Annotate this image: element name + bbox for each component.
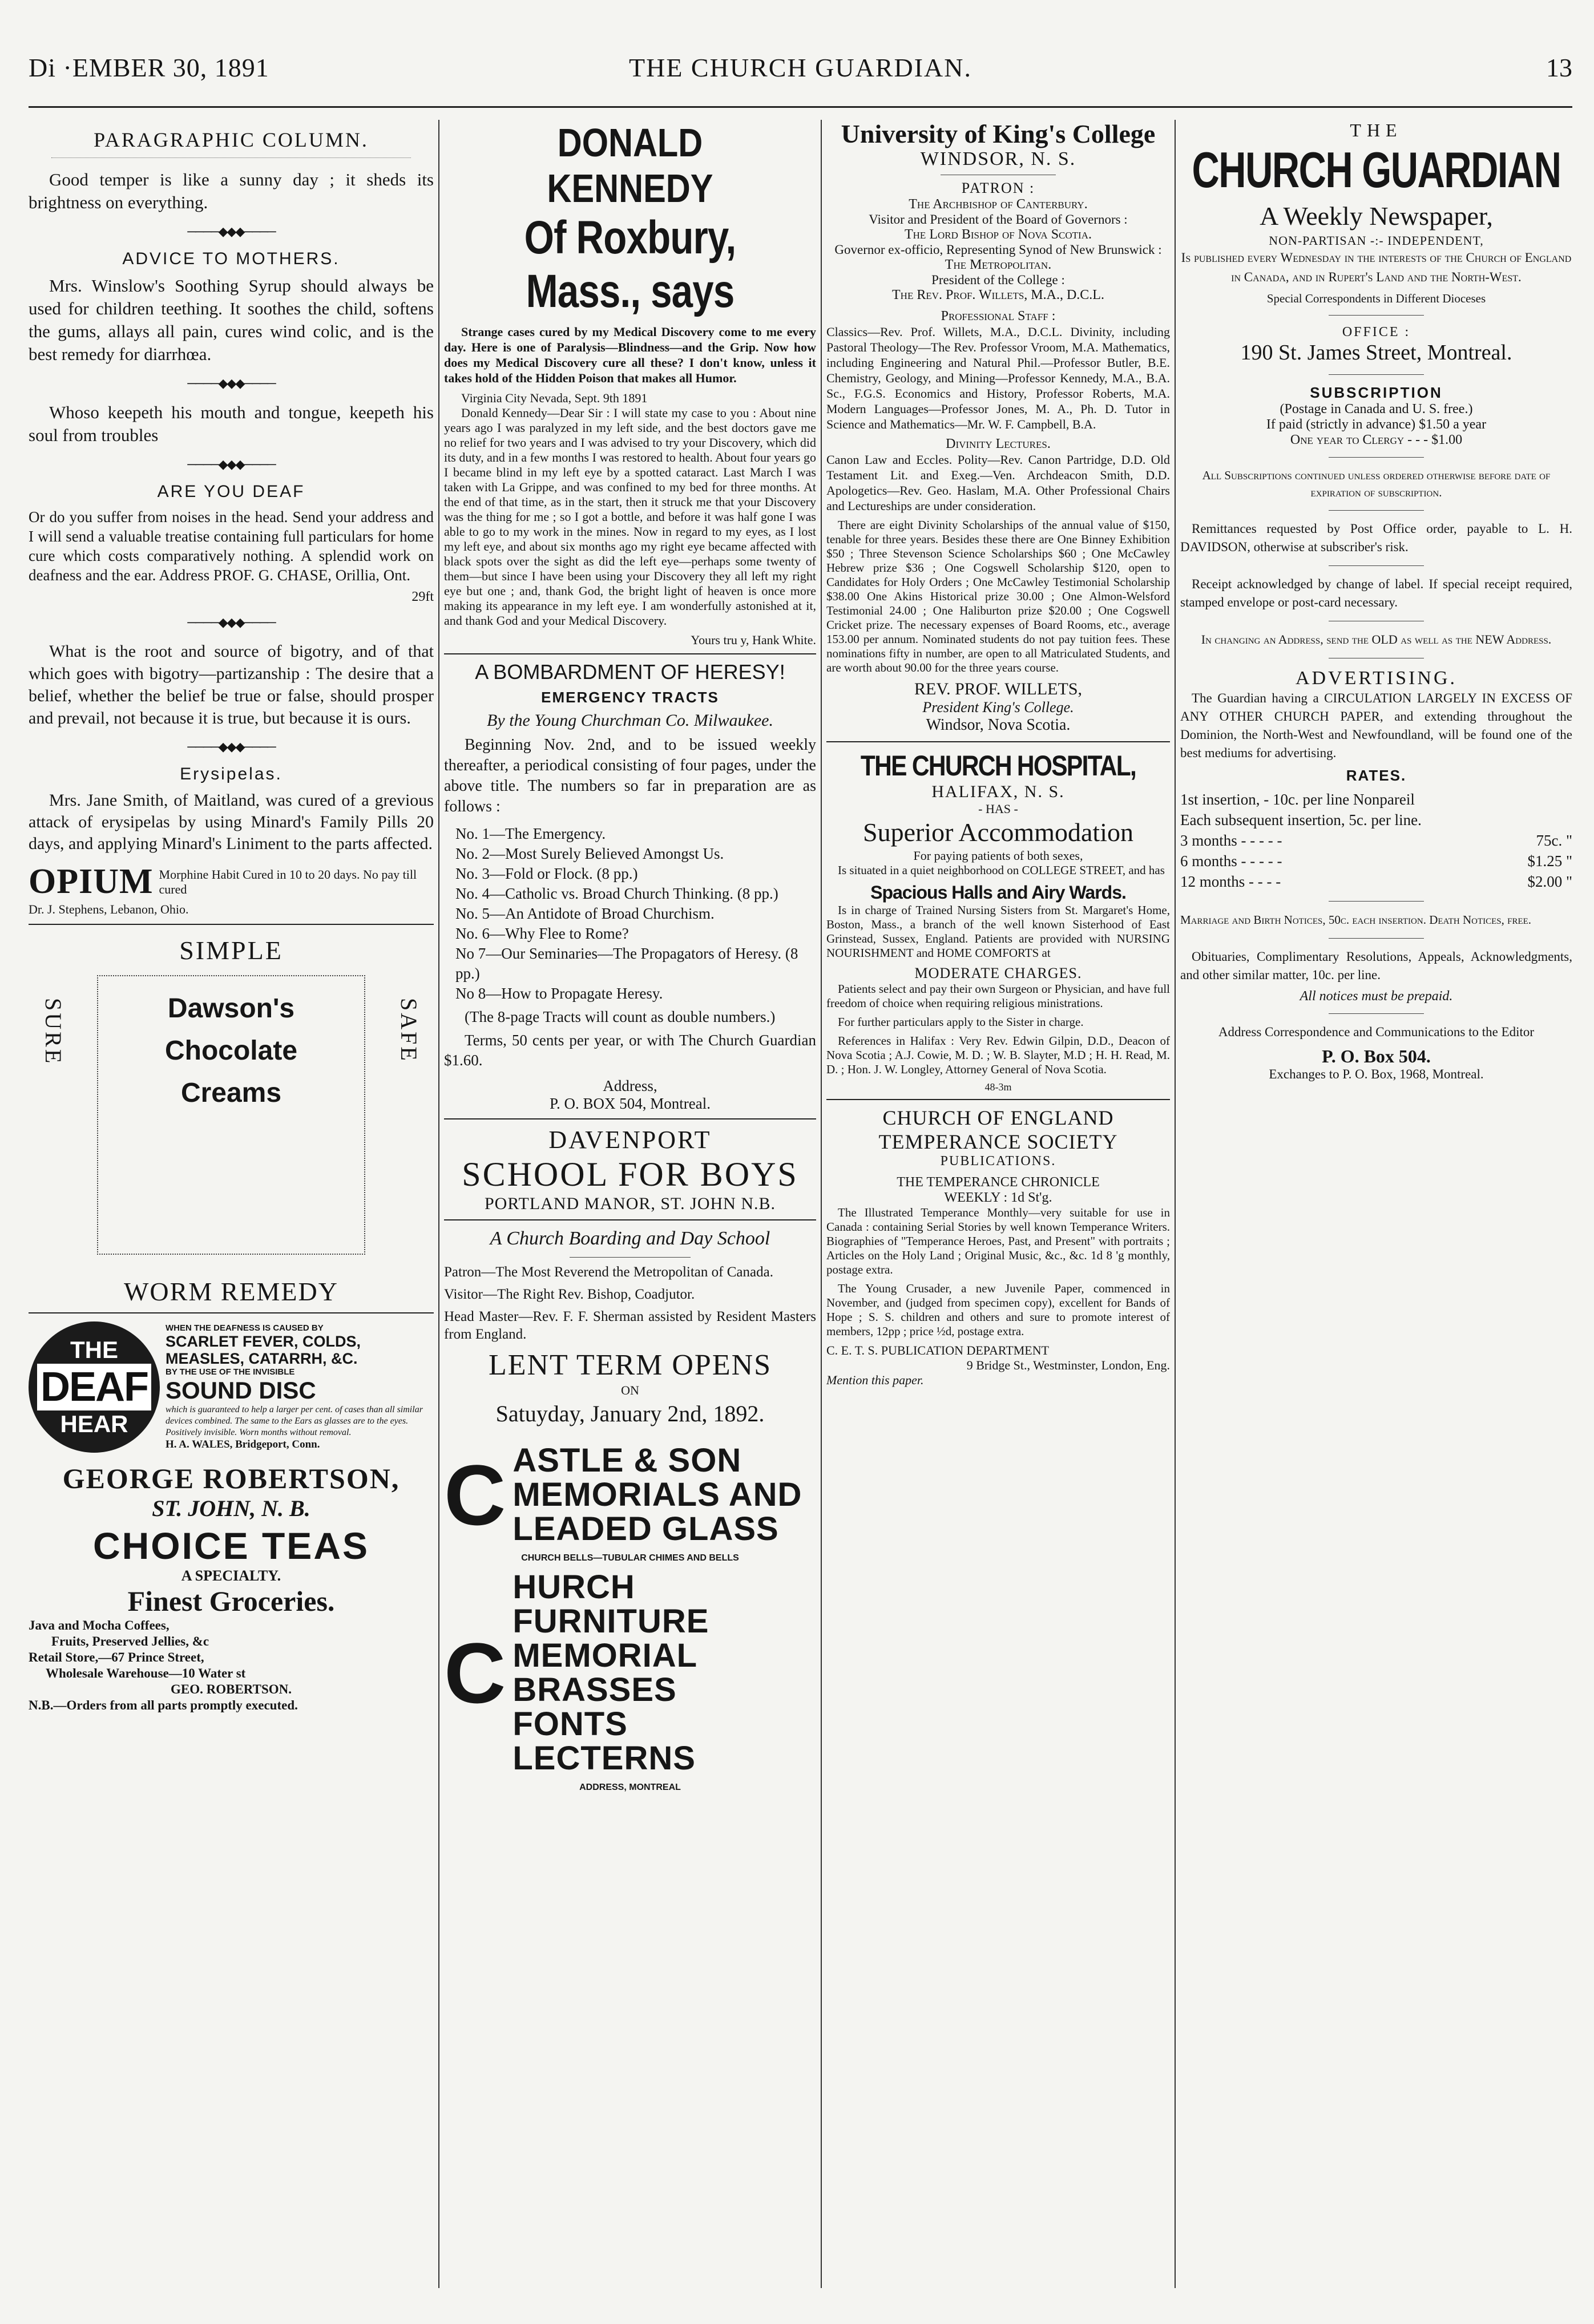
advice-heading: ADVICE TO MOTHERS. (122, 249, 340, 268)
grocery-line-5: GEO. ROBERTSON. (171, 1682, 292, 1696)
school-for-boys: SCHOOL FOR BOYS (462, 1155, 798, 1193)
boarding-school: A Church Boarding and Day School (490, 1228, 770, 1249)
cets-address: 9 Bridge St., Westminster, London, Eng. (966, 1358, 1170, 1372)
address-correspondence: Address Correspondence and Communications to the Editor (1218, 1025, 1535, 1039)
robertson-location: ST. JOHN, N. B. (152, 1496, 310, 1521)
signer-name: REV. PROF. WILLETS, (914, 680, 1083, 698)
sound-disc-ad (29, 1321, 434, 1453)
column-4 (1180, 120, 1572, 2288)
page-header (29, 52, 1572, 92)
advice-body: Mrs. Winslow's Soothing Syrup should always be used for children teething. It soothes the child, softens the gums, allays all pain, cures wind colic, and is the best remedy for diarrhœa. (29, 276, 434, 364)
divider (1329, 374, 1424, 375)
divider (1329, 901, 1424, 902)
young-crusader: The Young Crusader, a new Juvenile Paper, commenced in November, and (judged from specimen copy), excellent for Bands of Hope ; S. S. children and others and sure to promote interest of members, 12pp ; price ½d, postage extra. (826, 1282, 1170, 1338)
church-line-3: FONTS LECTERNS (512, 1705, 696, 1777)
rate-label: 3 months - - - - - (1180, 832, 1282, 849)
grocery-line-4: Wholesale Warehouse—10 Water st (46, 1666, 246, 1680)
tracts-note: (The 8-page Tracts will count as double numbers.) (465, 1008, 776, 1025)
correspondents: Special Correspondents in Different Dioceses (1266, 292, 1486, 305)
church-line-1: HURCH FURNITURE (512, 1569, 709, 1640)
whoso-paragraph: Whoso keepeth his mouth and tongue, keepeth his soul from troubles (29, 402, 434, 445)
kennedy-subtitle: Of Roxbury, Mass., says (524, 212, 736, 317)
on-label: ON (621, 1383, 639, 1397)
tract-item: No 7—Our Seminaries—The Propagators of Heresy. (8 pp.) (455, 945, 798, 982)
university-location: WINDSOR, N. S. (920, 148, 1076, 169)
reference-code: 48-3m (984, 1081, 1012, 1093)
remittances: Remittances requested by Post Office order, payable to L. H. DAVIDSON, otherwise at subscriber's risk. (1180, 522, 1572, 554)
receipt-note: Receipt acknowledged by change of label. If special receipt required, stamped envelope or post-card necessary. (1180, 577, 1572, 609)
visitor-name: The Lord Bishop of Nova Scotia. (905, 227, 1092, 242)
tract-item: No. 2—Most Surely Believed Amongst Us. (455, 845, 724, 862)
spacious-halls: Spacious Halls and Airy Wards. (870, 882, 1126, 903)
rate-value: $2.00 " (1527, 873, 1572, 890)
worm-remedy-label: WORM REMEDY (124, 1277, 338, 1306)
erysipelas-heading: Erysipelas. (180, 765, 283, 783)
divider (444, 653, 816, 654)
rate-label: 12 months - - - - (1180, 873, 1281, 890)
patron-label: PATRON : (961, 180, 1035, 196)
rate-label: Each subsequent insertion, 5c. per line. (1180, 811, 1422, 828)
university-title: University of King's College (841, 120, 1156, 148)
robertson-name: GEORGE ROBERTSON, (62, 1462, 400, 1494)
tract-item: No. 5—An Antidote of Broad Churchism. (455, 905, 715, 922)
staff-label: Professional Staff : (941, 309, 1056, 324)
divider (444, 1118, 816, 1119)
castle-line-1: ASTLE & SON (512, 1442, 742, 1479)
prepaid-note: All notices must be prepaid. (1300, 989, 1453, 1004)
kennedy-signature: Yours tru y, Hank White. (691, 633, 816, 647)
lectures-label: Divinity Lectures. (946, 436, 1051, 451)
divider (1329, 315, 1424, 316)
divider (1329, 565, 1424, 566)
patron-name: The Archbishop of Canterbury. (909, 197, 1088, 212)
castle-capital: C (444, 1447, 506, 1543)
rate-label: 1st insertion, - 10c. per line Nonpareil (1180, 791, 1415, 808)
bigotry-paragraph: What is the root and source of bigotry, and of that which goes with bigotry—partizanship : The desire that a belief, whether the belief be true or false, should prosper and prevail, not because it is true, but because it is ours. (29, 642, 434, 727)
office-street: 190 St. James Street, Montreal. (1240, 341, 1512, 365)
staff-list: Classics—Rev. Prof. Willets, M.A., D.C.L. Divinity, including Pastoral Theology—The Rev. Professor Vroom, M.A. Mathematics, including Engineering and Natural Phil.—Professor Butler, B.E. Chemistry, Geology, and Mining—Professor Kennedy, M.A., B.A. Sc., F.G.S. Economics and History, Professor Roberts, M.A. Modern Languages—Professor Jones, M. A., Ph. D. Tutor in Science and Mathematics—Mr. W. F. Campbell, B.A. (826, 325, 1170, 431)
temperance-monthly: The Illustrated Temperance Monthly—very suitable for use in Canada : containing Serial Stories by well known Temperance Writers. Biographies of "Temperance Heroes, Past, and Present" with portraits ; Articles on the Holy Land ; Original Music, &c., &c. 1d 8 'g monthly, postage extra. (826, 1206, 1170, 1276)
masthead-title: CHURCH GUARDIAN (1192, 142, 1561, 198)
divider (29, 924, 434, 925)
column-rule (821, 120, 822, 2288)
non-partisan: NON-PARTISAN -:- INDEPENDENT, (1269, 233, 1484, 248)
finest-groceries: Finest Groceries. (127, 1585, 335, 1617)
choice-teas: CHOICE TEAS (92, 1525, 370, 1567)
grocery-line-1: Java and Mocha Coffees, (29, 1618, 170, 1632)
tract-item: No. 4—Catholic vs. Broad Church Thinking. (8 pp.) (455, 885, 778, 902)
sure-label: SURE (41, 998, 66, 1066)
publisher-line: By the Young Churchman Co. Milwaukee. (487, 711, 773, 730)
divider (1329, 457, 1424, 458)
page-number: 13 (1546, 53, 1572, 82)
scholarships: There are eight Divinity Scholarships of the annual value of $150, tenable for three years. Besides these there are One Binney Exhibition $50 ; Three Stevenson Science Scholarships $60 ; One McCawley Hebrew prize $36 ; One Cogswell Scholarship $120, open to Candidates for Holy Orders ; One McCawley Testimonial Scholarship $38.00 One Akins Historical prize 30.00 ; One Almon-Welsford Testimonial 24.00 ; One Haliburton prize $20.00 ; One Cogswell Cricket prize. The necessary expenses of Board Rooms, etc., average 153.00 per annum. Nominated students do not pay tuition fees. These nominations fifty in number, are open to all Matriculated Students, and are worth about 90.00 for the three years course. (826, 518, 1170, 674)
kennedy-title: DONALD KENNEDY (547, 120, 713, 211)
castle-son-ad (444, 1444, 816, 1546)
rate-label: 6 months - - - - - (1180, 852, 1282, 870)
rate-row (1180, 789, 1572, 810)
ornament-divider: ────◆◆◆──── (187, 615, 275, 629)
superior-accommodation: Superior Accommodation (863, 818, 1133, 847)
emergency-tracts: EMERGENCY TRACTS (541, 689, 719, 706)
sound-disc-line-3: BY THE USE OF THE INVISIBLE (166, 1367, 295, 1377)
dawson-box (97, 975, 365, 1255)
lent-term: LENT TERM OPENS (488, 1349, 772, 1381)
clergy-rate: One year to Clergy - - - $1.00 (1290, 433, 1463, 447)
divider (1329, 510, 1424, 511)
subscription-heading: SUBSCRIPTION (1310, 384, 1443, 401)
rates-table (1180, 789, 1572, 892)
kennedy-letter: Donald Kennedy—Dear Sir : I will state my case to you : About nine years ago I was paralyzed in my left side, and the best doctors gave me no relief for two years and I was advised to try your Discovery, which did its duty, and in a few months I was restored to health. About four years go I became blind in my left eye by a spotted cataract. Last March I was taken with La Grippe, and was confined to my bed for three months. At the end of that time, as in the start, then it struck me that your Discovery was the thing for me ; so I got a bottle, and before it was half gone I was able to go to my work in the mines. Now in regard to my eyes, as I lost my left eye, and about six months ago my right eye became affected with black spots over the sight as did the left eye—perhaps some twenty of them—but since I have been using your Discovery they all left my right eye but one ; and, thank God, the bright light of heaven is once more making its appearance in my left eye. I am wonderfully astonished at it, and thank God and your Medical Discovery. (444, 406, 816, 628)
newspaper-title: THE CHURCH GUARDIAN. (629, 53, 972, 82)
term-date: Satuyday, January 2nd, 1892. (495, 1401, 765, 1426)
school-head-master: Head Master—Rev. F. F. Sherman assisted by Resident Masters from England. (444, 1309, 816, 1342)
has-label: - HAS - (978, 802, 1018, 816)
column-2 (444, 120, 816, 2288)
rate-value: $1.25 " (1527, 852, 1572, 870)
sound-disc-body: which is guaranteed to help a larger per cent. of cases than all similar devices combined. The same to the Ears as glasses are to the eyes. Positively invisible. Worn months without removal. (166, 1405, 423, 1437)
marriage-notices: Marriage and Birth Notices, 50c. each insertion. Death Notices, free. (1180, 913, 1532, 927)
divider (826, 1099, 1170, 1100)
po-box: P. O. Box 504. (1322, 1046, 1431, 1066)
rate-row (1180, 851, 1572, 871)
tract-item: No. 3—Fold or Flock. (8 pp.) (455, 865, 638, 882)
simple-label: SIMPLE (179, 936, 283, 965)
specialty: A SPECIALTY. (181, 1567, 281, 1584)
hospital-charge: Is in charge of Trained Nursing Sisters from St. Margaret's Home, Boston, Mass., a branch of the well known Sisterhood of East Grinstead, Sussex, England. Patients are provided with NURSING NOURISHMENT and HOME COMFORTS at (826, 903, 1170, 960)
temperance-heading: TEMPERANCE SOCIETY (878, 1130, 1118, 1153)
rates-heading: RATES. (1346, 767, 1407, 784)
ornament-divider: ────◆◆◆──── (187, 376, 275, 390)
rate-value: 75c. " (1536, 832, 1572, 849)
weekly-newspaper: A Weekly Newspaper, (1260, 201, 1493, 231)
header-rule (29, 106, 1572, 108)
dawson-line-2: Chocolate (164, 1036, 298, 1066)
terms: Terms, 50 cents per year, or with The Church Guardian $1.60. (444, 1032, 816, 1069)
exchanges: Exchanges to P. O. Box, 1968, Montreal. (1269, 1067, 1484, 1081)
if-paid: If paid (strictly in advance) $1.50 a year (1266, 417, 1487, 432)
sound-disc-title: SOUND DISC (166, 1377, 316, 1404)
president-label: President of the College : (931, 273, 1065, 287)
rate-row (1180, 810, 1572, 830)
governor-name: The Metropolitan. (945, 257, 1052, 272)
sound-disc-top: WHEN THE DEAFNESS IS CAUSED BY (166, 1323, 324, 1333)
published-info: Is published every Wednesday in the interests of the Church of England in Canada, and in Rupert's Land and the North-West. (1181, 250, 1572, 284)
sound-disc-line-1: SCARLET FEVER, COLDS, (166, 1333, 361, 1350)
governor-label: Governor ex-officio, Representing Synod of New Brunswick : (834, 242, 1162, 257)
column-1 (29, 120, 434, 2288)
grocery-line-3: Retail Store,—67 Prince Street, (29, 1650, 204, 1664)
column-rule (1175, 120, 1176, 2288)
deaf-hear-logo (29, 1321, 160, 1453)
good-temper-paragraph: Good temper is like a sunny day ; it sheds its brightness on everything. (29, 169, 434, 212)
divider (1329, 938, 1424, 939)
chronicle: THE TEMPERANCE CHRONICLE (897, 1175, 1100, 1190)
moderate-charges: MODERATE CHARGES. (914, 965, 1082, 981)
office-label: OFFICE : (1342, 325, 1411, 339)
kennedy-body: Strange cases cured by my Medical Discovery come to me every day. Here is one of Paralysis—Blindness—and the Grip. Now how does my Medical Discovery cure all these? I don't know, unless it takes hold of the Hidden Poison that makes all Humor. (444, 325, 816, 385)
chronicle-weekly: WEEKLY : 1d St'g. (944, 1190, 1052, 1205)
deaf-code: 29ft (411, 589, 434, 604)
tract-item: No. 1—The Emergency. (455, 825, 606, 842)
address-value: P. O. BOX 504, Montreal. (550, 1095, 711, 1112)
davenport: DAVENPORT (548, 1126, 712, 1154)
tract-item: No 8—How to Propagate Heresy. (455, 985, 663, 1002)
logo-the: THE (70, 1336, 118, 1363)
rate-row (1180, 830, 1572, 851)
grocery-line-2: Fruits, Preserved Jellies, &c (51, 1634, 209, 1648)
issue-date: Di ·EMBER 30, 1891 (29, 53, 269, 82)
kennedy-date: Virginia City Nevada, Sept. 9th 1891 (461, 391, 648, 405)
opium-address: Dr. J. Stephens, Lebanon, Ohio. (29, 902, 189, 916)
advertising-body: The Guardian having a CIRCULATION LARGELY IN EXCESS OF ANY OTHER CHURCH PAPER, and extending throughout the Dominion, the North-West and Newfoundland, will be found one of the best mediums for advertising. (1180, 691, 1572, 760)
heresy-heading: A BOMBARDMENT OF HERESY! (475, 660, 785, 684)
signer-location: Windsor, Nova Scotia. (926, 716, 1071, 734)
situated: Is situated in a quiet neighborhood on COLLEGE STREET, and has (838, 863, 1165, 877)
column-rule (438, 120, 439, 2288)
dawson-ad (29, 935, 434, 1123)
tract-item: No. 6—Why Flee to Rome? (455, 925, 629, 942)
church-furniture-ad (444, 1570, 816, 1776)
logo-deaf: DEAF (37, 1364, 151, 1410)
ornament-divider: ────◆◆◆──── (187, 224, 275, 239)
deaf-body: Or do you suffer from noises in the head. Send your address and I will send a valuable treatise containing full particulars for home cure which costs comparatively nothing. A splendid work on deafness and the ear. Address PROF. G. CHASE, Orillia, Ont. (29, 508, 434, 584)
school-patron: Patron—The Most Reverend the Metropolitan of Canada. (444, 1264, 773, 1280)
hospital-patients: Patients select and pay their own Surgeon or Physician, and have full freedom of choice when requiring religious ministrations. (826, 982, 1170, 1010)
divider (826, 741, 1170, 742)
church-line-2: MEMORIAL BRASSES (512, 1637, 697, 1708)
visitor-label: Visitor and President of the Board of Governors : (869, 212, 1128, 227)
hospital-title: THE CHURCH HOSPITAL, (860, 750, 1136, 782)
school-visitor: Visitor—The Right Rev. Bishop, Coadjutor. (444, 1287, 695, 1302)
divider (29, 1312, 434, 1313)
postage-note: (Postage in Canada and U. S. free.) (1280, 402, 1473, 417)
dawson-line-3: Creams (180, 1078, 282, 1108)
mention-paper: Mention this paper. (826, 1373, 924, 1387)
column-3 (826, 120, 1170, 2288)
changing-address: In changing an Address, send the OLD as well as the NEW Address. (1201, 632, 1552, 646)
address-label: Address, (603, 1077, 657, 1094)
opium-word: OPIUM (29, 862, 154, 901)
tract-list (444, 824, 816, 1004)
paying-patients: For paying patients of both sexes, (913, 848, 1083, 863)
logo-hear: HEAR (60, 1410, 128, 1437)
castle-address: ADDRESS, MONTREAL (579, 1783, 681, 1792)
all-subscriptions: All Subscriptions continued unless ordered otherwise before date of expiration of subscription. (1202, 468, 1551, 499)
erysipelas-body: Mrs. Jane Smith, of Maitland, was cured of a grevious attack of erysipelas by using Minard's Family Pills 20 days, and applying Minard's Liniment to the parts affected. (29, 791, 434, 853)
safe-label: SAFE (396, 998, 422, 1063)
deaf-heading: ARE YOU DEAF (157, 482, 305, 501)
signer-title: President King's College. (922, 699, 1074, 716)
opium-ad (29, 862, 434, 902)
opium-text: Morphine Habit Cured in 10 to 20 days. No pay till cured (159, 867, 417, 896)
obituaries: Obituaries, Complimentary Resolutions, Appeals, Acknowledgments, and other similar matter, 10c. per line. (1180, 949, 1572, 982)
divider (570, 1257, 691, 1258)
divider (51, 157, 411, 158)
cofe-heading: CHURCH OF ENGLAND (882, 1106, 1114, 1129)
ornament-divider: ────◆◆◆──── (187, 457, 275, 471)
cets-department: C. E. T. S. PUBLICATION DEPARTMENT (826, 1343, 1050, 1357)
rate-row (1180, 871, 1572, 892)
president-name: The Rev. Prof. Willets, M.A., D.C.L. (892, 288, 1104, 302)
hospital-location: HALIFAX, N. S. (931, 782, 1065, 801)
sound-disc-address: H. A. WALES, Bridgeport, Conn. (166, 1438, 320, 1450)
advertising-heading: ADVERTISING. (1296, 668, 1457, 689)
divider (1329, 1013, 1424, 1014)
heresy-body: Beginning Nov. 2nd, and to be issued weekly thereafter, a periodical consisting of four pages, under the above title. The numbers so far in preparation are as follows : (444, 736, 816, 815)
ornament-divider: ────◆◆◆──── (187, 739, 275, 754)
castle-line-2: MEMORIALS AND (512, 1476, 802, 1513)
hospital-further: For further particulars apply to the Sister in charge. (838, 1015, 1084, 1029)
castle-bells: CHURCH BELLS—TUBULAR CHIMES AND BELLS (521, 1553, 739, 1563)
church-capital: C (444, 1625, 506, 1721)
sound-disc-line-2: MEASLES, CATARRH, &C. (166, 1350, 358, 1367)
masthead-the: THE (1350, 120, 1403, 140)
grocery-line-6: N.B.—Orders from all parts promptly executed. (29, 1698, 298, 1712)
divider (444, 1219, 816, 1220)
lectures-list: Canon Law and Eccles. Polity—Rev. Canon Partridge, D.D. Old Testament Lit. and Exeg.—Ven. Archdeacon Smith, D.D. Apologetics—Rev. Geo. Haslam, M.A. Other Professional Chairs and Lectureships are under consideration. (826, 452, 1170, 513)
dawson-line-1: Dawson's (167, 993, 295, 1024)
portland-manor: PORTLAND MANOR, ST. JOHN N.B. (484, 1194, 776, 1213)
publications-label: PUBLICATIONS. (940, 1154, 1056, 1169)
paragraphic-heading: PARAGRAPHIC COLUMN. (94, 128, 369, 151)
hospital-references: References in Halifax : Very Rev. Edwin Gilpin, D.D., Deacon of Nova Scotia ; A.J. Cowie, M. D. ; W. B. Slayter, M.D ; H. H. Read, M. D. ; Hon. J. W. Longley, Attorney General of Nova Scotia. (826, 1034, 1170, 1076)
castle-line-3: LEADED GLASS (512, 1510, 779, 1547)
